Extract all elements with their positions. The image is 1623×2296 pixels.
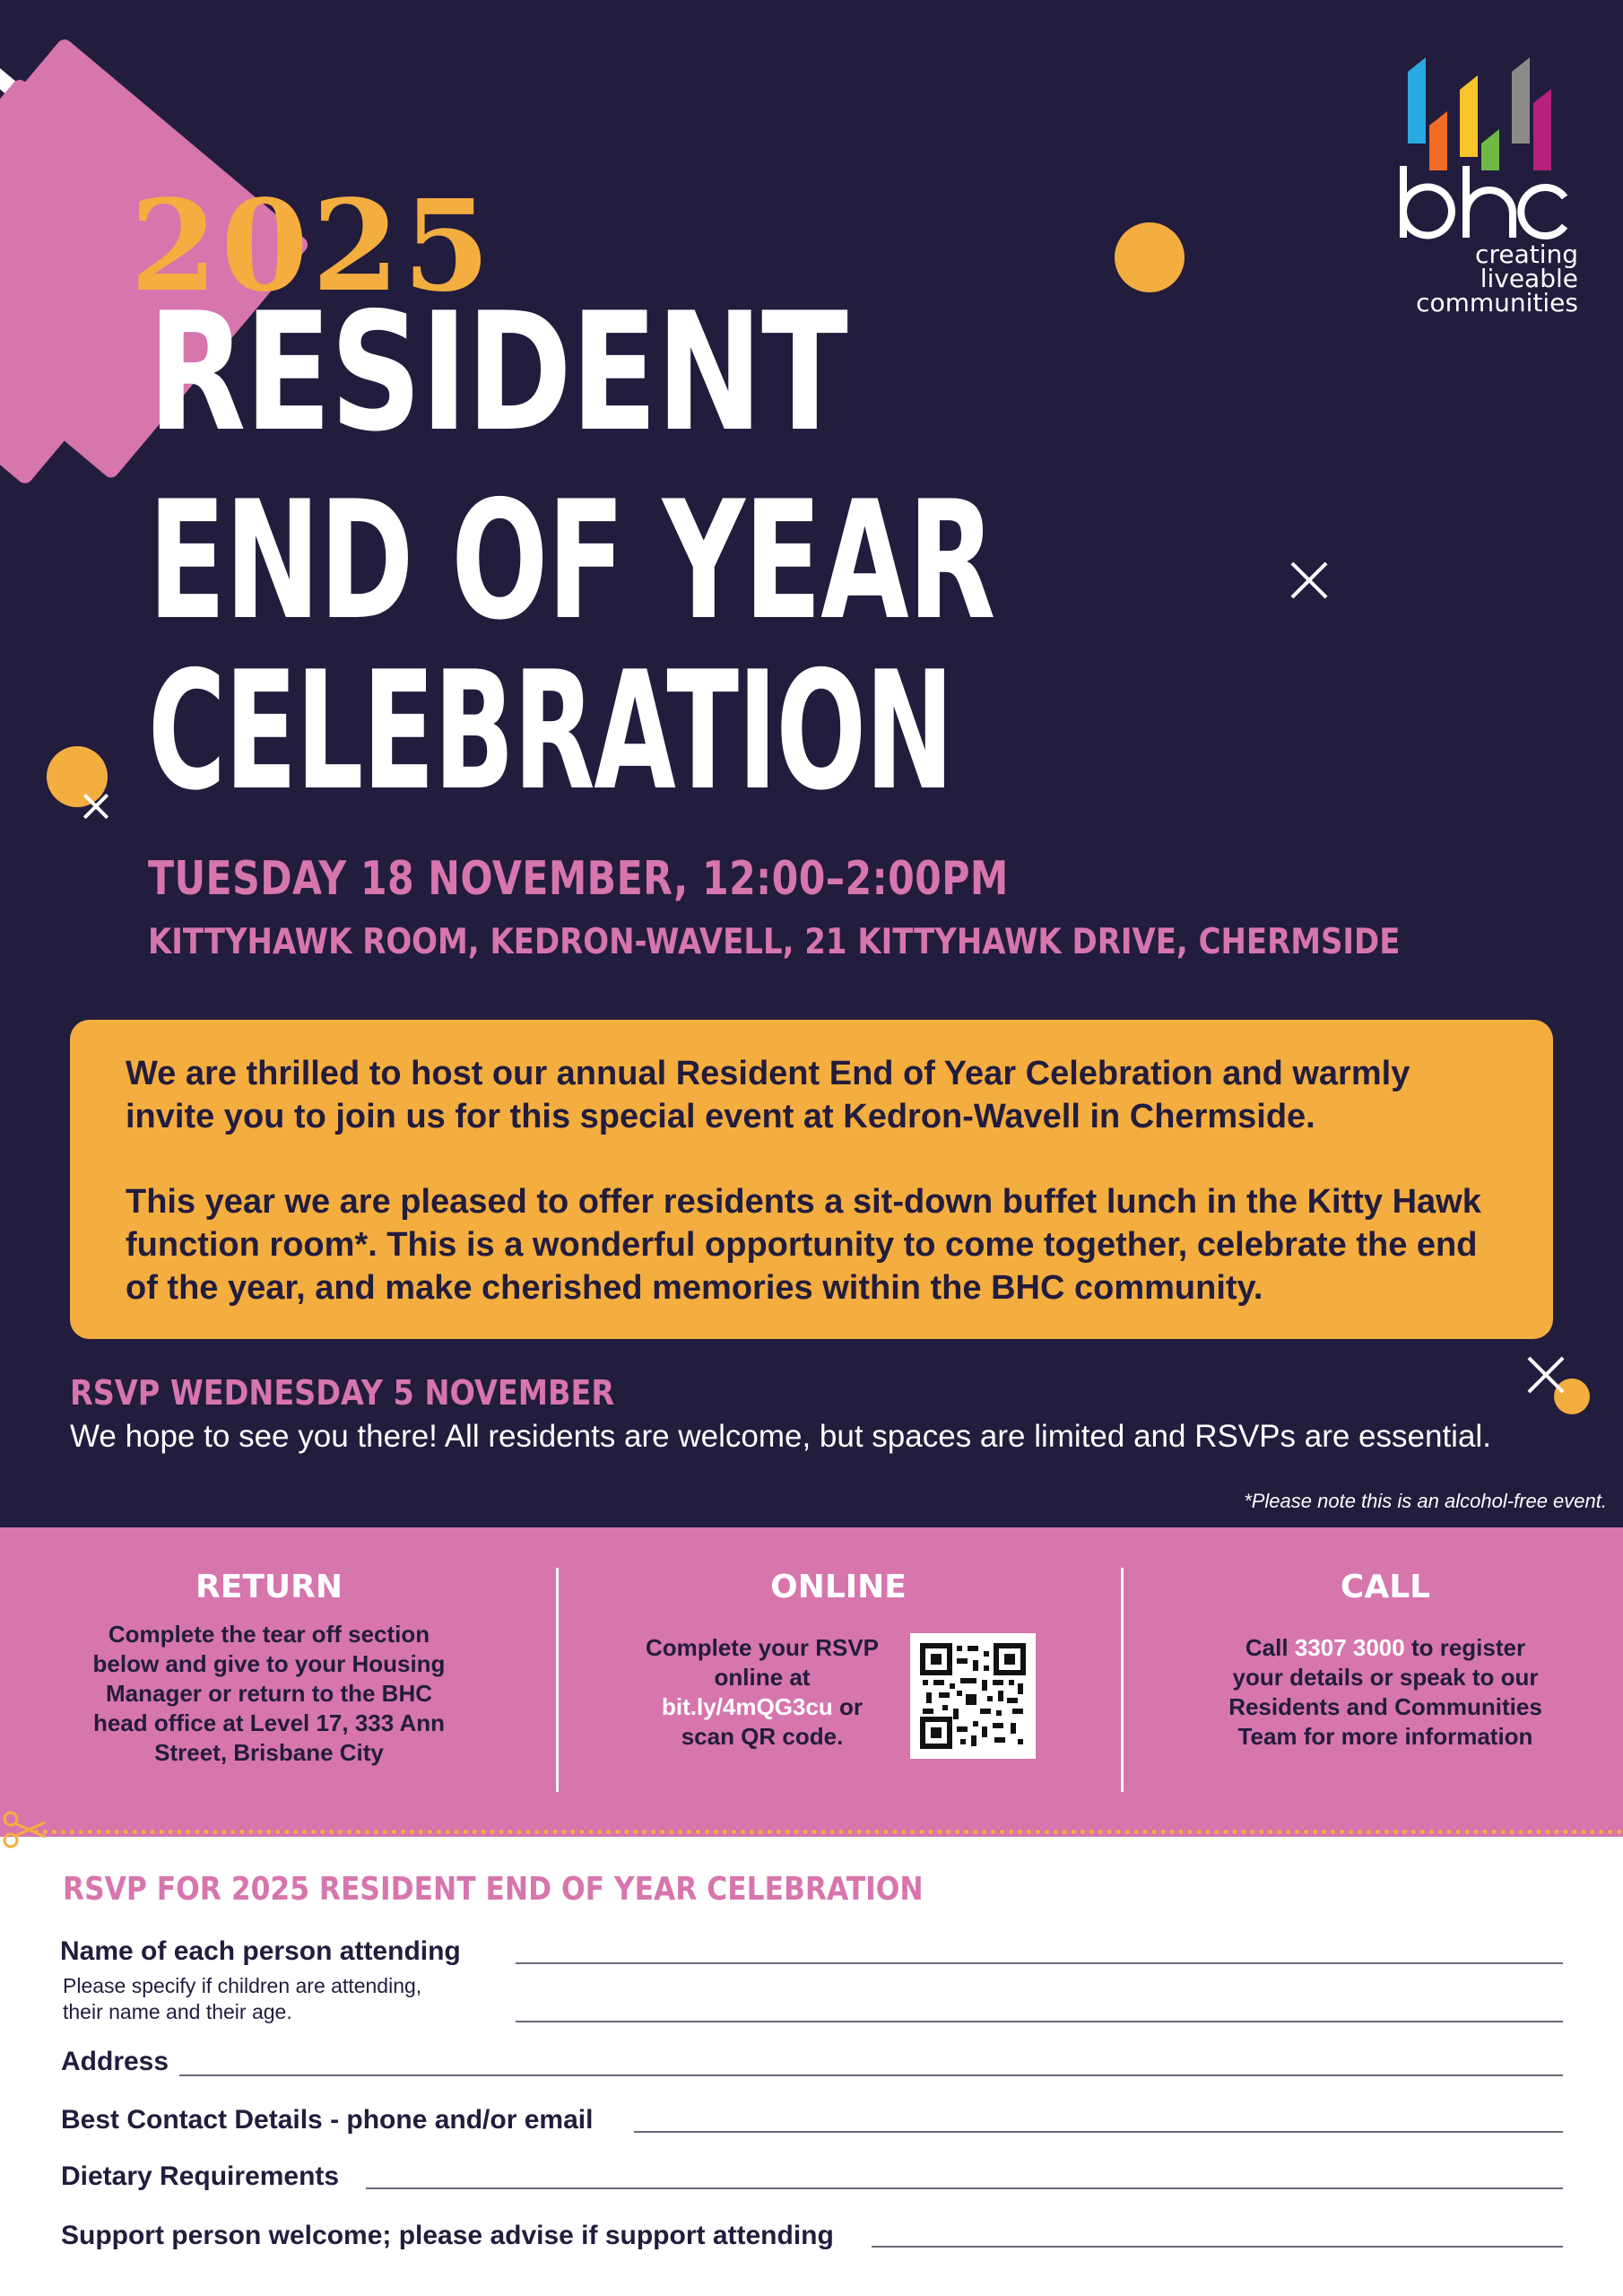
contact-label: Best Contact Details - phone and/or email	[61, 2105, 594, 2135]
logo-tagline-line: liveable	[1480, 264, 1578, 293]
rsvp-deadline: RSVP WEDNESDAY 5 NOVEMBER	[70, 1373, 615, 1413]
names-field-line-2[interactable]	[516, 2021, 1563, 2022]
qr-code[interactable]	[910, 1633, 1036, 1759]
event-title-line-2: END OF YEAR	[148, 465, 995, 656]
support-field-line[interactable]	[872, 2246, 1563, 2248]
call-column	[1139, 1568, 1623, 1620]
decorative-cross-icon	[1285, 556, 1333, 604]
rsvp-methods-section	[0, 1527, 1623, 1837]
address-label: Address	[61, 2047, 169, 2076]
event-date-time: TUESDAY 18 NOVEMBER, 12:00–2:00PM	[148, 852, 1009, 906]
online-body	[628, 1633, 897, 1752]
online-heading: ONLINE	[770, 1569, 907, 1605]
rsvp-message: We hope to see you there! All residents are welcome, but spaces are limited and RSVPs are essential.	[70, 1419, 1491, 1454]
address-field-line[interactable]	[179, 2074, 1563, 2076]
call-body-text: Call	[1245, 1634, 1295, 1661]
phone-number[interactable]: 3307 3000	[1294, 1634, 1405, 1661]
return-body	[54, 1620, 484, 1768]
return-body-line: Street, Brisbane City	[154, 1739, 384, 1766]
decorative-dot	[1115, 222, 1185, 292]
online-body-line: Complete your RSVP	[645, 1634, 880, 1661]
call-body	[1179, 1633, 1592, 1752]
intro-paragraph: This year we are pleased to offer residents a sit-down buffet lunch in the Kitty Hawk function room*. This is a wonderful opportunity to come together, celebrate the end of the year, and make cherished memories within the BHC community.	[126, 1183, 1481, 1307]
decorative-cross-icon	[80, 790, 112, 822]
online-column	[574, 1568, 1103, 1620]
contact-field-line[interactable]	[634, 2131, 1563, 2133]
call-body-line: Team for more information	[1237, 1723, 1533, 1750]
form-title: RSVP FOR 2025 RESIDENT END OF YEAR CELEBRATION	[63, 1871, 924, 1908]
event-venue: KITTYHAWK ROOM, KEDRON-WAVELL, 21 KITTYHAWK DRIVE, CHERMSIDE	[148, 922, 1401, 962]
column-divider	[1121, 1568, 1124, 1792]
return-body-line: head office at Level 17, 333 Ann	[92, 1709, 446, 1736]
dietary-label: Dietary Requirements	[61, 2161, 340, 2191]
bhc-logo	[1385, 54, 1578, 332]
intro-box	[70, 1020, 1553, 1339]
online-body-line: online at	[714, 1664, 811, 1691]
event-year: 2025	[130, 173, 494, 320]
logo-tagline-line: communities	[1416, 288, 1578, 317]
dietary-field-line[interactable]	[366, 2187, 1563, 2189]
return-body-line: below and give to your Housing	[92, 1650, 446, 1677]
column-divider	[556, 1568, 559, 1792]
names-field-line-1[interactable]	[516, 1962, 1563, 1964]
call-body-line	[1179, 1633, 1592, 1663]
support-label: Support person welcome; please advise if support attending	[61, 2221, 834, 2250]
call-heading: CALL	[1340, 1569, 1431, 1605]
tear-off-line	[34, 1830, 1623, 1834]
names-hint-line: their name and their age.	[63, 2000, 292, 2023]
event-title-line-1: RESIDENT	[148, 277, 847, 467]
decorative-cross-icon	[1522, 1351, 1570, 1399]
call-body-line: Residents and Communities	[1228, 1693, 1542, 1720]
logo-wordmark	[1394, 161, 1574, 251]
logo-bars-icon	[1399, 54, 1578, 170]
rsvp-link[interactable]: bit.ly/4mQG3cu	[662, 1693, 833, 1720]
online-body-line: scan QR code.	[681, 1723, 844, 1750]
return-body-line: Complete the tear off section	[108, 1621, 430, 1648]
logo-tagline-line: creating	[1475, 239, 1578, 269]
qr-code-icon	[910, 1633, 1036, 1759]
call-body-line: your details or speak to our	[1232, 1664, 1539, 1691]
names-hint	[63, 1973, 421, 2025]
return-body-line: Manager or return to the BHC	[105, 1680, 433, 1707]
return-heading: RETURN	[195, 1569, 343, 1605]
online-link-line	[628, 1692, 897, 1722]
logo-tagline	[1416, 239, 1578, 317]
intro-paragraph: We are thrilled to host our annual Resident End of Year Celebration and warmly invite you to join us for this special event at Kedron-Wavell in Chermside.	[126, 1055, 1410, 1135]
names-label: Name of each person attending	[60, 1936, 461, 1966]
call-body-text: to register	[1404, 1634, 1526, 1661]
return-column	[54, 1568, 484, 1768]
online-body-text: or	[832, 1693, 863, 1720]
names-hint-line: Please specify if children are attending,	[63, 1974, 422, 1997]
event-title-line-3: CELEBRATION	[148, 636, 953, 826]
alcohol-free-note: *Please note this is an alcohol-free event.	[1244, 1490, 1607, 1512]
